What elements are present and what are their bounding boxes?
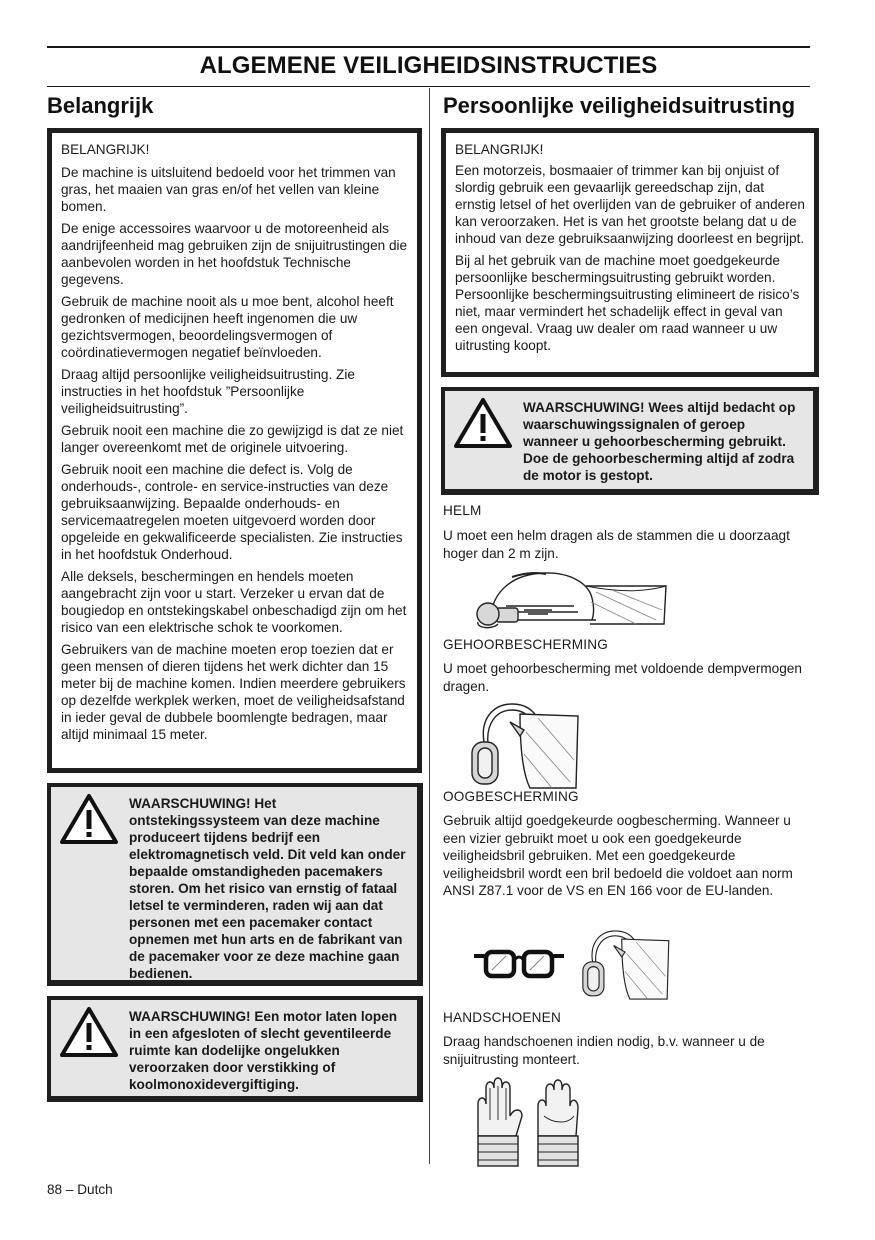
paragraph: Bij al het gebruik van de machine moet goedgekeurde persoonlijke beschermingsuitrusting gebruikt worden. Persoonlijke beschermingsuitrusting elimineert de risico’s niet, maar vermindert het schadelijk effect in geval van een ongeval. Vraag uw dealer om raad wanneer u uw uitrusting koopt. — [455, 253, 800, 353]
eye-protection-heading: OOGBESCHERMING — [443, 789, 579, 804]
title-underline — [47, 86, 810, 87]
section-title-important: Belangrijk — [47, 93, 154, 118]
warning-box-carbon-monoxide — [47, 996, 423, 1102]
gloves-text: Draag handschoenen indien nodig, b.v. wanneer u de snijuitrusting monteert. — [443, 1034, 765, 1067]
helmet-heading: HELM — [443, 503, 482, 518]
important-box-right — [441, 128, 819, 377]
important-box-left — [47, 128, 422, 773]
warning-triangle-icon — [60, 1006, 118, 1058]
visor-with-earmuffs-icon — [578, 922, 672, 1008]
hearing-heading: GEHOORBESCHERMING — [443, 637, 609, 652]
paragraph: Een motorzeis, bosmaaier of trimmer kan bij onjuist of slordig gebruik een gevaarlijk gereedschap zijn, dat ernstig letsel of het overlijden van de gebruiker of anderen kan veroorzaken. Het is van het grootste belang dat u de inhoud van deze gebruiksaanwijzing doorleest en begrijpt. — [455, 163, 805, 246]
section-title-ppe: Persoonlijke veiligheidsuitrusting — [443, 93, 796, 118]
paragraph: Gebruikers van de machine moeten erop toezien dat er geen mensen of dieren tijdens het werk dichter dan 15 meter bij de machine komen. Indien meerdere gebruikers op dezelfde werkplek werken, moet de veiligheidsafstand in ieder geval de dubbele boomlengte bedragen, maar altijd minimaal 15 meter. — [61, 642, 406, 742]
hearing-text: U moet gehoorbescherming met voldoende dempvermogen dragen. — [443, 661, 802, 694]
gloves-icon — [472, 1076, 588, 1168]
helmet-icon — [466, 568, 668, 632]
warning-text: WAARSCHUWING! Een motor laten lopen in een afgesloten of slecht geventileerde ruimte kan dodelijke ongelukken veroorzaken door verstikking of koolmonoxidevergiftiging. — [129, 1009, 398, 1092]
paragraph: Alle deksels, beschermingen en hendels moeten aangebracht zijn voor u start. Verzeker u ervan dat de bougiedop en ontstekingskabel onbeschadigd zijn om het risico van een elektrische schok te voorkomen. — [61, 569, 407, 635]
warning-text: WAARSCHUWING! Het ontstekingssysteem van deze machine produceert tijdens bedrijf een elektromagnetisch veld. Dit veld kan onder bepaalde omstandigheden pacemakers storen. Om het risico van ernstig of fataal letsel te verminderen, raden wij aan dat personen met een pacemaker contact opnemen met hun arts en de fabrikant van de pacemaker voor ze deze machine gaan bedienen. — [129, 796, 406, 981]
top-rule — [47, 46, 810, 48]
paragraph: De machine is uitsluitend bedoeld voor het trimmen van gras, het maaien van gras en/of het vellen van kleine bomen. — [61, 165, 396, 214]
safety-glasses-icon — [472, 946, 566, 982]
warning-triangle-icon — [60, 793, 118, 845]
warning-triangle-icon — [454, 397, 512, 449]
hearing-protection-icon — [466, 702, 582, 790]
paragraph: De enige accessoires waarvoor u de motoreenheid als aandrijfeenheid mag gebruiken zijn de snijuitrustingen die aanbevolen worden in het hoofdstuk Technische gegevens. — [61, 221, 408, 287]
warning-text: WAARSCHUWING! Wees altijd bedacht op waarschuwingssignalen of geroep wanneer u gehoorbescherming gebruikt. Doe de gehoorbescherming altijd af zodra de motor is gestopt. — [523, 400, 796, 483]
gloves-heading: HANDSCHOENEN — [443, 1010, 561, 1025]
warning-box-pacemaker — [47, 783, 423, 986]
page-number: 88 – Dutch — [47, 1182, 113, 1197]
paragraph: Gebruik nooit een machine die zo gewijzigd is dat ze niet langer overeenkomt met de originele uitvoering. — [61, 423, 404, 455]
paragraph: Gebruik de machine nooit als u moe bent, alcohol heeft gedronken of medicijnen heeft ingenomen die uw gezichtsvermogen, beoordelingsvermogen of coördinatievermogen negatief beïnvloeden. — [61, 294, 394, 360]
paragraph: Gebruik nooit een machine die defect is. Volg de onderhouds-, controle- en service-instructies van deze gebruiksaanwijzing. Bepaalde onderhouds- en servicemaatregelen moeten uitgevoerd worden door opgeleide en gekwalificeerde specialisten. Zie instructies in het hoofdstuk Onderhoud. — [61, 462, 403, 562]
paragraph: Draag altijd persoonlijke veiligheidsuitrusting. Zie instructies in het hoofdstuk ”Persoonlijke veiligheidsuitrusting”. — [61, 367, 355, 416]
column-divider — [429, 88, 430, 1164]
important-label: BELANGRIJK! — [61, 142, 150, 157]
helmet-text: U moet een helm dragen als de stammen die u doorzaagt hoger dan 2 m zijn. — [443, 528, 790, 561]
page-title: ALGEMENE VEILIGHEIDSINSTRUCTIES — [199, 52, 658, 79]
important-label: BELANGRIJK! — [455, 142, 544, 157]
eye-protection-text: Gebruik altijd goedgekeurde oogbescherming. Wanneer u een vizier gebruikt moet u ook een goedgekeurde veiligheidsbril gebruiken. Met een goedgekeurde veiligheidsbril wordt een bril bedoeld die voldoet aan norm ANSI Z87.1 voor de VS en EN 166 voor de EU-landen. — [443, 813, 793, 898]
warning-box-hearing — [441, 387, 819, 495]
